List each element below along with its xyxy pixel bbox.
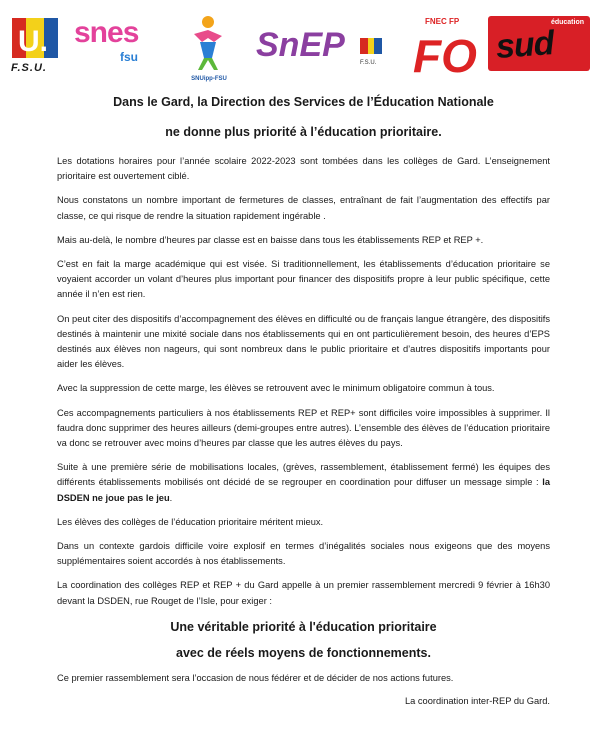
paragraph-3: Mais au-delà, le nombre d’heures par classe est en baisse dans tous les établissements REP et REP +. [57,234,484,245]
sud-logo-top: éducation [550,19,584,26]
fo-logo [411,14,479,76]
mobilisation-slogan: la DSDEN ne joue pas le jeu [57,477,550,503]
fsu-logo [12,18,58,58]
paragraph-5: On peut citer des dispositifs d’accompagnement des élèves en difficulté ou de français langue étrangère, des dispositifs destinés à maintenir une mixité sociale dans nos établissements qui en ont particulièrement besoin, des heures d’EPS destinés aux élèves non nageurs, qui sont nombreux dans le public prioritaire et d’autres dispositifs importants pour aider les élèves. [57,313,550,370]
demand-line-2: avec de réels moyens de fonctionnements. [176,645,431,660]
mobilisation-end: . [169,492,173,503]
snep-logo-name: SnEP [256,26,345,64]
demand-line-1: Une véritable priorité à l'éducation prioritaire [170,619,437,634]
paragraph-9: Dans un contexte gardois difficile voire explosif en termes d’inégalités sociales nous exigeons que des moyens supplémentaires soient accordés à nos établissements. [57,541,550,567]
paragraph-1: Les dotations horaires pour l’année scolaire 2022-2023 sont tombées dans les collèges de Gard. L’enseignement prioritaire est ouvertement ciblé. [57,156,550,182]
title-line-1: Dans le Gard, la Direction des Services de l’Éducation Nationale [113,95,494,109]
fo-logo-name: FO [413,30,477,76]
leaflet-body [57,94,550,706]
title-line-2: ne donne plus priorité à l’éducation prioritaire. [165,125,442,139]
snes-logo: snes [74,16,139,49]
snep-logo-sub: F.S.U. [360,60,377,66]
paragraph-4: C’est en fait la marge académique qui est visée. Si traditionnellement, les établissements d’éducation prioritaire se voyaient accorder un volant d’heures plus important pour financer des dispositifs propre à leur public spécifique, cette année il n’en est rien. [57,259,550,300]
fo-logo-top: FNEC FP [425,17,460,26]
paragraph-mobilisation [57,460,550,506]
fsu-logo-letters: U. [18,25,48,58]
snep-logo [256,18,386,70]
paragraph-7: Ces accompagnements particuliers à nos établissements REP et REP+ sont difficiles voire impossibles à supprimer. Il faudra donc supprimer des heures ailleurs (demi-groupes entre autres). L’ensemble des élèves de l’éducation prioritaire va donc se retrouver avec moins d’heures par classe que les autres élèves du pays. [57,407,550,449]
union-logos-banner [0,0,600,95]
sud-logo-name: sud [494,24,555,66]
fsu-logo-caption: F.S.U. [11,62,47,74]
paragraph-8: Les élèves des collèges de l’éducation prioritaire méritent mieux. [57,516,324,527]
paragraph-10: La coordination des collèges REP et REP + du Gard appelle à un premier rassemblement mercredi 9 février à 16h30 devant la DSDEN, rue Rouget de l’Isle, pour exiger : [57,580,550,606]
signature: La coordination inter-REP du Gard. [404,696,550,707]
snuipp-logo-caption: SNUipp-FSU [191,76,227,82]
mobilisation-text: Suite à une première série de mobilisations locales, (grèves, rassemblement, établissement fermé) les équipes des différents établissements mobilisés ont décidé de se regrouper en coordination pour diffuser un message simple : [57,462,550,488]
snes-logo-sub: fsu [120,50,138,64]
paragraph-6: Avec la suppression de cette marge, les élèves se retrouvent avec le minimum obligatoire commun à tous. [57,383,495,394]
paragraph-2: Nous constatons un nombre important de fermetures de classes, entraînant de fait l’augmentation des effectifs par classe, ce qui risque de rendre la situation rapidement ingérable . [57,195,550,221]
sud-education-logo [488,16,590,71]
closing-paragraph: Ce premier rassemblement sera l’occasion de nous fédérer et de décider de nos actions futures. [57,672,454,683]
snuipp-logo [186,12,232,82]
